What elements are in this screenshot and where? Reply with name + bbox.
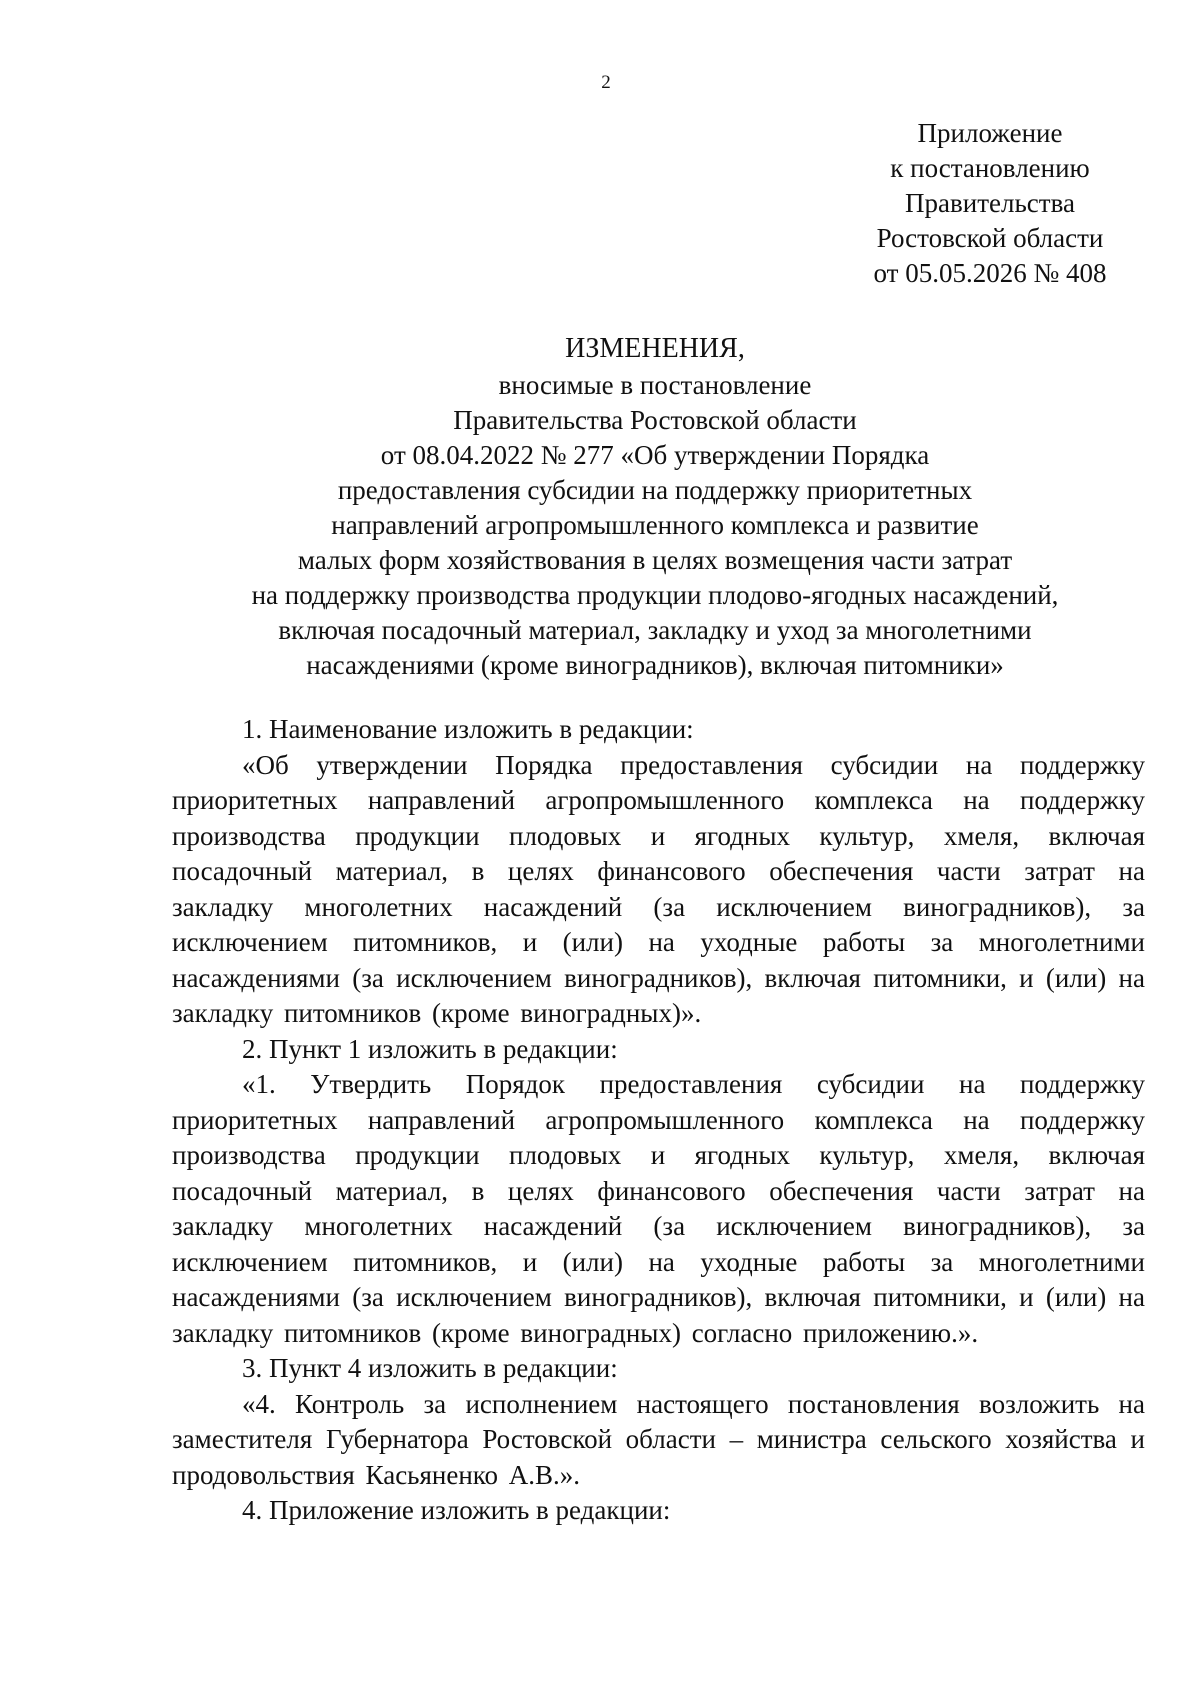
page-number: 2 — [601, 72, 611, 93]
heading-line: на поддержку производства продукции плодово-ягодных насаждений, — [251, 580, 1059, 610]
heading-title: ИЗМЕНЕНИЯ, — [565, 333, 745, 364]
heading-line: Правительства Ростовской области — [453, 405, 857, 435]
item-paragraph: 1. Наименование изложить в редакции: — [242, 714, 694, 744]
document-body — [172, 712, 1145, 1529]
attachment-line: Правительства — [905, 188, 1075, 218]
heading-line: малых форм хозяйствования в целях возмещения части затрат — [297, 545, 1013, 575]
attachment-line: Ростовской области — [876, 223, 1104, 253]
quoted-text: «Об утверждении Порядка предоставления субсидии на поддержку приоритетных направлений агропромышленного комплекса на поддержку производства продукции плодовых и ягодных культур, хмеля, включая посадочный материал, в целях финансового обеспечения части затрат на закладку многолетних насаждений (за исключением виноградников), за исключением питомников, и (или) на уходные работы за многолетними насаждениями (за исключением виноградников), включая питомники, и (или) на закладку питомников (кроме виноградных)». — [172, 749, 1145, 1028]
attachment-line: Приложение — [917, 118, 1063, 148]
item-paragraph: 4. Приложение изложить в редакции: — [242, 1495, 671, 1525]
attachment-line: к постановлению — [890, 153, 1090, 183]
heading-line: предоставления субсидии на поддержку приоритетных — [337, 475, 973, 505]
heading-line: направлений агропромышленного комплекса и развитие — [331, 510, 979, 540]
heading-line: вносимые в постановление — [498, 370, 812, 400]
heading-line: включая посадочный материал, закладку и уход за многолетними — [278, 615, 1032, 645]
quoted-text: «4. Контроль за исполнением настоящего постановления возложить на заместителя Губернатора Ростовской области – министра сельского хозяйства и продовольствия Касьяненко А.В.». — [172, 1388, 1145, 1490]
document-heading — [200, 330, 1110, 683]
attachment-block — [840, 116, 1140, 291]
heading-line: от 08.04.2022 № 277 «Об утверждении Порядка — [380, 440, 930, 470]
attachment-line: от 05.05.2026 № 408 — [873, 258, 1107, 288]
item-paragraph: 2. Пункт 1 изложить в редакции: — [242, 1033, 618, 1064]
item-paragraph: 3. Пункт 4 изложить в редакции: — [242, 1353, 618, 1383]
quoted-text: «1. Утвердить Порядок предоставления субсидии на поддержку приоритетных направлений агропромышленного комплекса на поддержку производства продукции плодовых и ягодных культур, хмеля, включая посадочный материал, в целях финансового обеспечения части затрат на закладку многолетних насаждений (за исключением виноградников), за исключением питомников, и (или) на уходные работы за многолетними насаждениями (за исключением виноградников), включая питомники, и (или) на закладку питомников (кроме виноградных) согласно приложению.». — [172, 1069, 1145, 1348]
heading-line: насаждениями (кроме виноградников), включая питомники» — [306, 650, 1004, 680]
